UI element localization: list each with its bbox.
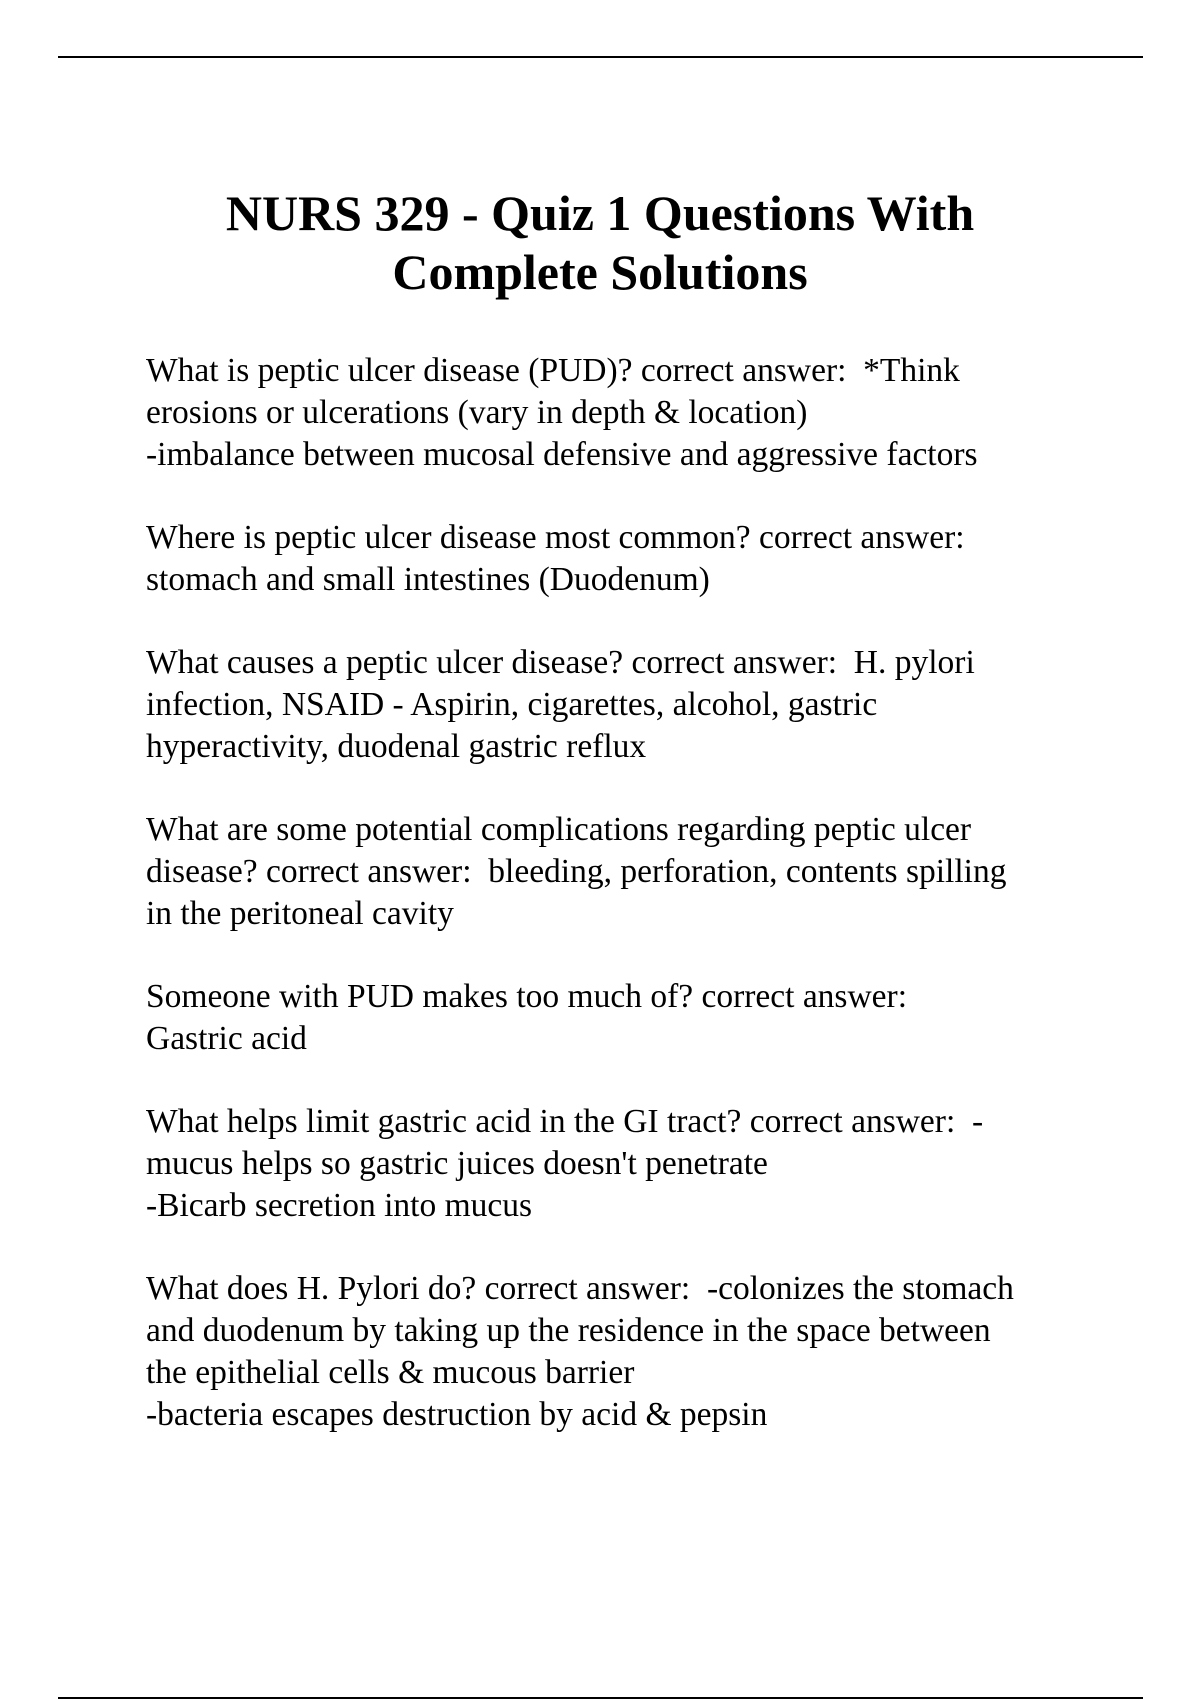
- qa-line: hyperactivity, duodenal gastric reflux: [146, 728, 647, 765]
- qa-item: [146, 1268, 1156, 1436]
- qa-item: [146, 1101, 1156, 1227]
- qa-line: -bacteria escapes destruction by acid & pepsin: [146, 1396, 768, 1433]
- qa-line: erosions or ulcerations (vary in depth & location): [146, 394, 808, 431]
- qa-line: -imbalance between mucosal defensive and aggressive factors: [146, 436, 978, 473]
- qa-line: What is peptic ulcer disease (PUD)? correct answer: *Think: [146, 352, 960, 389]
- qa-line: stomach and small intestines (Duodenum): [146, 561, 710, 598]
- bottom-divider: [58, 1697, 1143, 1699]
- qa-line: What are some potential complications regarding peptic ulcer: [146, 811, 972, 848]
- qa-item: [146, 976, 1156, 1060]
- qa-line: and duodenum by taking up the residence in the space between: [146, 1312, 991, 1349]
- qa-item: [146, 642, 1156, 768]
- qa-line: What does H. Pylori do? correct answer: -colonizes the stomach: [146, 1270, 1014, 1307]
- qa-line: in the peritoneal cavity: [146, 895, 454, 932]
- top-divider: [58, 56, 1143, 58]
- qa-item: [146, 517, 1156, 601]
- qa-item: [146, 350, 1156, 476]
- title-line: Complete Solutions: [392, 244, 808, 300]
- qa-line: Where is peptic ulcer disease most common? correct answer:: [146, 519, 965, 556]
- qa-line: What causes a peptic ulcer disease? correct answer: H. pylori: [146, 644, 975, 681]
- qa-line: infection, NSAID - Aspirin, cigarettes, alcohol, gastric: [146, 686, 878, 723]
- qa-line: the epithelial cells & mucous barrier: [146, 1354, 635, 1391]
- qa-line: Someone with PUD makes too much of? correct answer:: [146, 978, 907, 1015]
- page-title: [100, 184, 1100, 302]
- qa-list: [146, 350, 1156, 1477]
- qa-line: What helps limit gastric acid in the GI tract? correct answer: -: [146, 1103, 984, 1140]
- qa-line: mucus helps so gastric juices doesn't penetrate: [146, 1145, 768, 1182]
- qa-line: disease? correct answer: bleeding, perforation, contents spilling: [146, 853, 1007, 890]
- qa-line: Gastric acid: [146, 1020, 307, 1057]
- qa-line: -Bicarb secretion into mucus: [146, 1187, 533, 1224]
- qa-item: [146, 809, 1156, 935]
- title-line: NURS 329 - Quiz 1 Questions With: [225, 185, 975, 241]
